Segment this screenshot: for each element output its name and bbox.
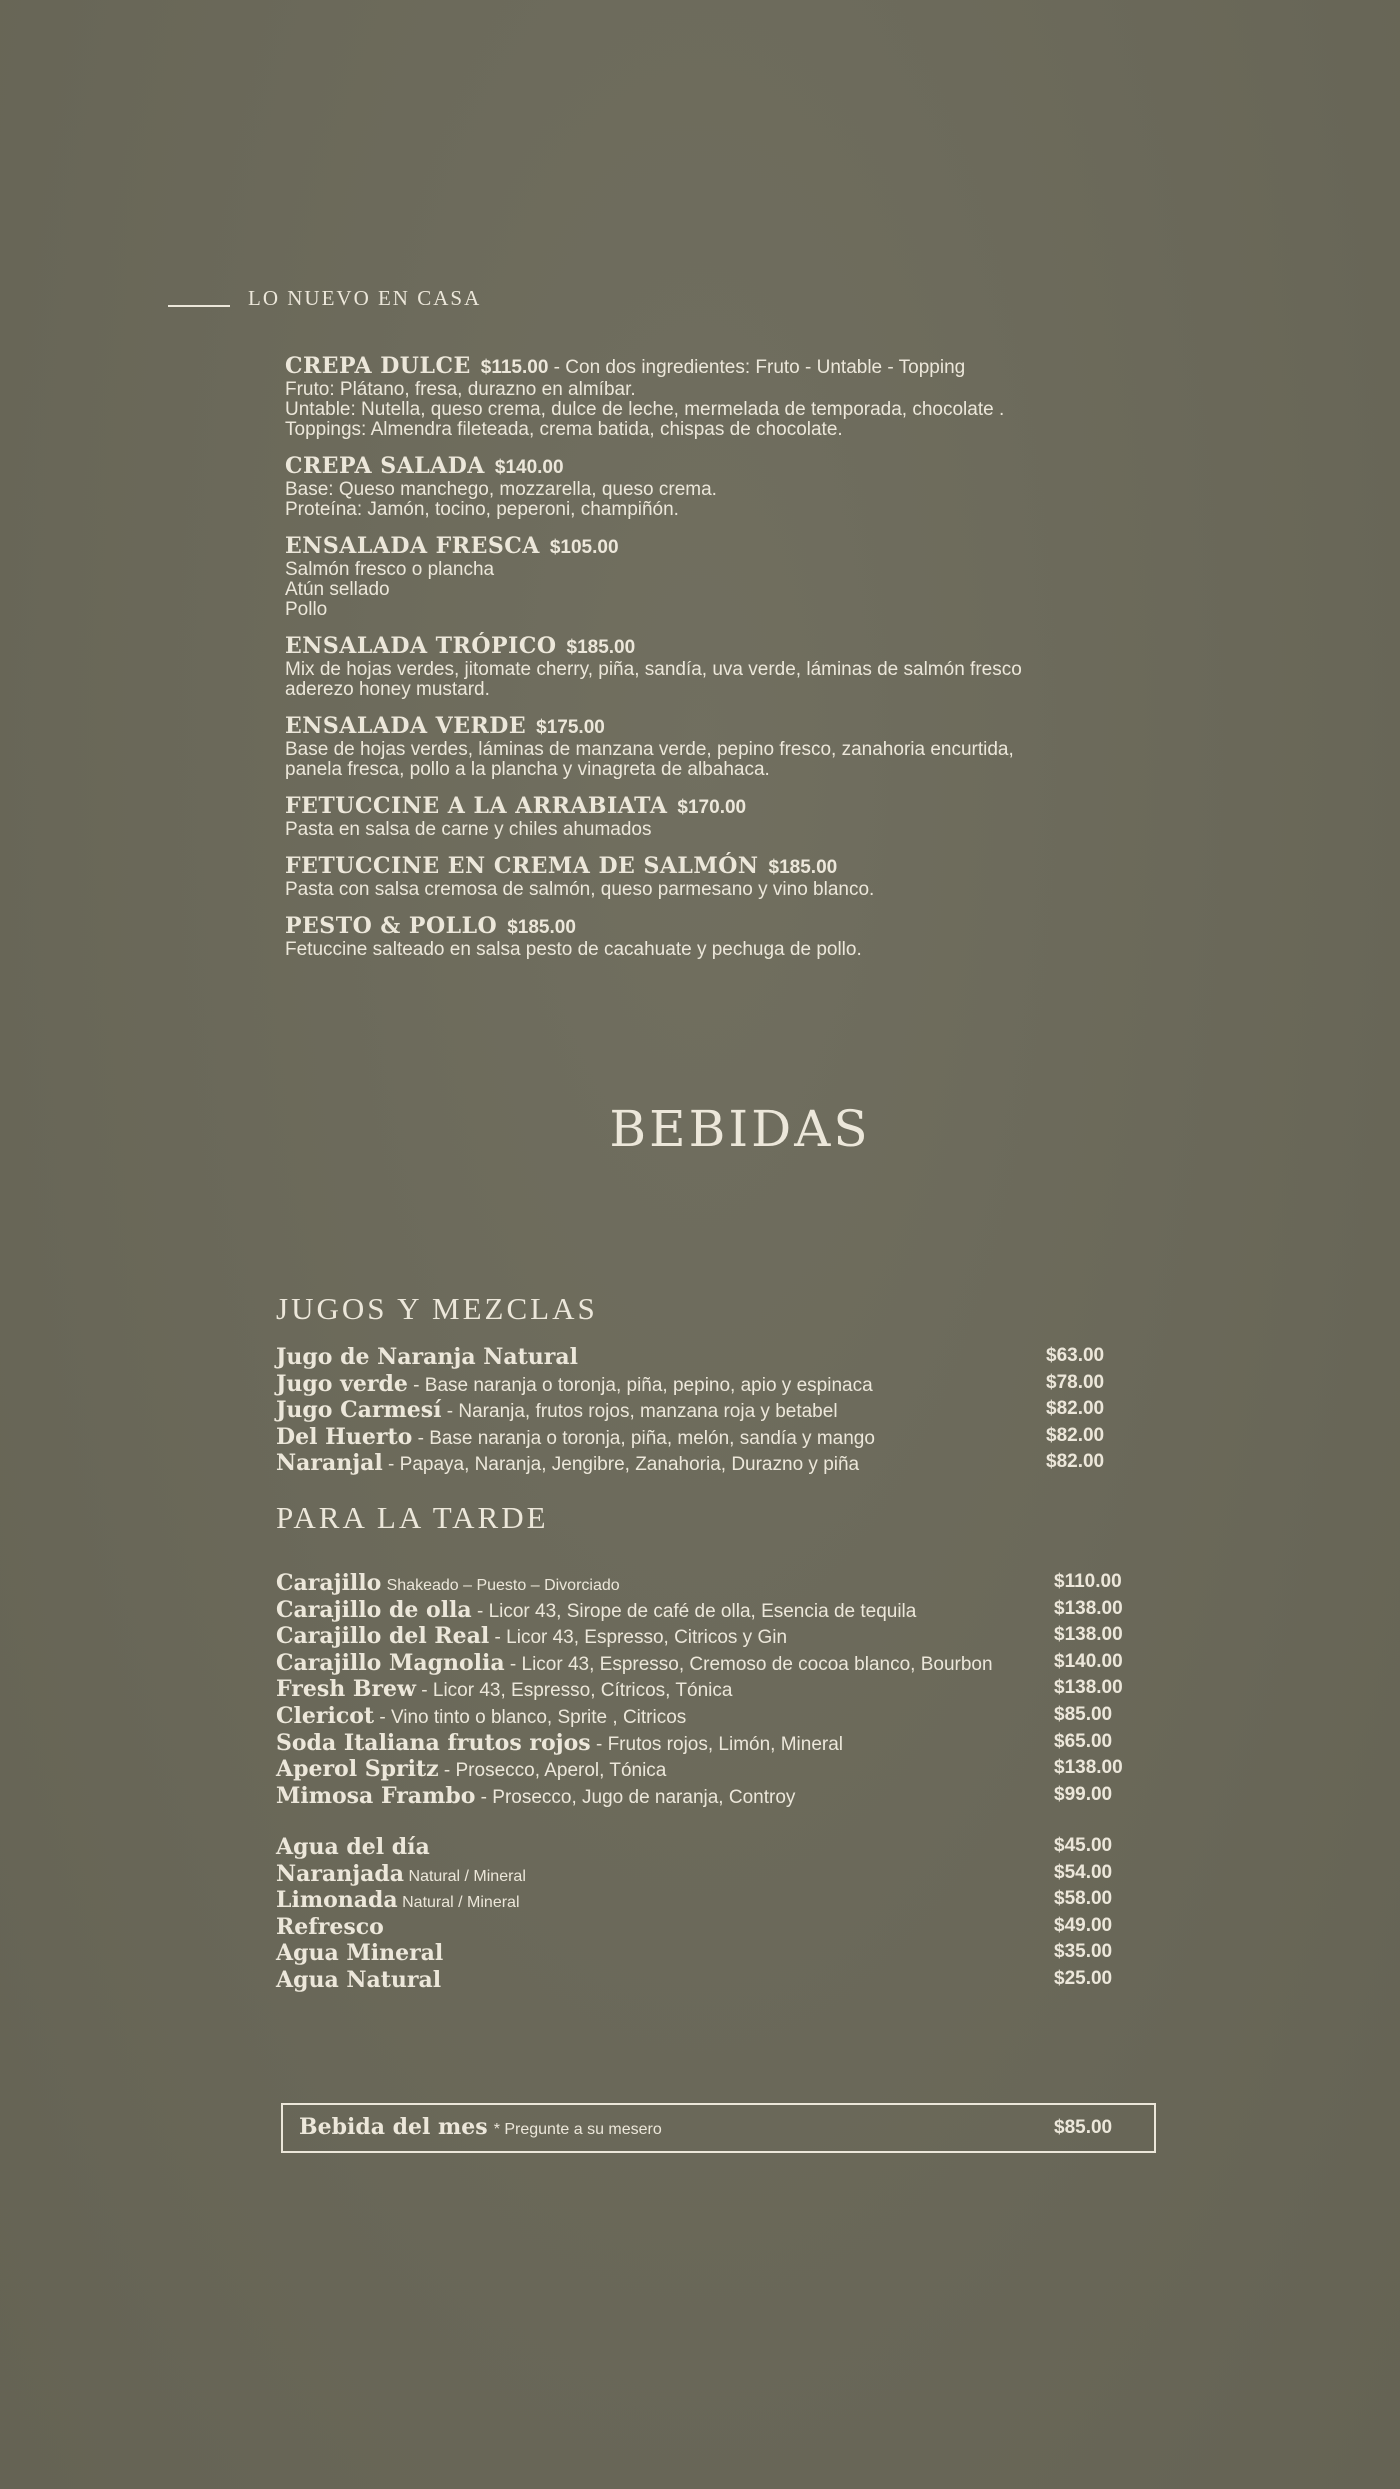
bebida-del-mes-box [281,2103,1156,2153]
food-item-header [285,634,1165,660]
jugo-item-name: Jugo Carmesí [276,1397,442,1424]
food-item [285,794,1165,840]
tarde-item-name: Carajillo del Real [276,1623,490,1650]
food-item-price: $185.00 [566,637,636,658]
agua-item-name: Naranjada [276,1860,405,1887]
tarde-item-price: $138.00 [1054,1677,1123,1699]
agua-item-price: $35.00 [1054,1941,1113,1963]
agua-item-name: Agua Mineral [276,1940,444,1967]
jugo-item-description: Naranja, frutos rojos, manzana roja y betabel [458,1401,838,1423]
tarde-item-description: Vino tinto o blanco, Sprite , Citricos [390,1706,687,1728]
jugo-item-name: Del Huerto [276,1423,413,1450]
jugo-item-price: $82.00 [1046,1424,1105,1446]
food-item-price: $170.00 [677,797,747,818]
tarde-item-name: Mimosa Frambo [276,1782,476,1809]
tarde-item-description: Prosecco, Jugo de naranja, Controy [492,1786,796,1808]
food-item-description: Pasta con salsa cremosa de salmón, queso parmesano y vino blanco. [285,879,875,900]
food-item-name: ENSALADA TRÓPICO [285,633,557,659]
jugo-item-name: Naranjal [276,1450,383,1477]
tarde-item-name: Clericot [276,1702,375,1729]
jugo-item-price: $78.00 [1046,1371,1105,1393]
agua-item-row [276,1913,1113,1941]
tarde-item-row [276,1702,1113,1730]
tarde-item-description: Licor 43, Espresso, Cítricos, Tónica [432,1680,733,1702]
tarde-item-separator: - [489,1627,507,1649]
agua-item-note: Natural / Mineral [397,1894,520,1912]
food-item-description: Base: Queso manchego, mozzarella, queso crema. [285,479,717,500]
food-item-separator: - [548,357,566,378]
tarde-item-row [276,1782,1113,1810]
agua-item-name: Agua del día [276,1834,430,1860]
jugo-item-description: Base naranja o toronja, piña, melón, sandía y mango [429,1427,875,1449]
food-item-description: Proteína: Jamón, tocino, peperoni, champiñón. [285,499,679,520]
food-item-price: $105.00 [549,537,619,558]
food-item-price: $140.00 [494,457,564,478]
jugo-item-description: Papaya, Naranja, Jengibre, Zanahoria, Durazno y piña [399,1454,860,1476]
tarde-item-separator: - [590,1733,608,1755]
jugo-item-separator: - [382,1454,400,1476]
tarde-item-separator: - [504,1653,522,1675]
food-item-description: Pollo [285,599,328,620]
tarde-item-name: Carajillo Magnolia [276,1649,505,1676]
tarde-item-name: Aperol Spritz [276,1756,439,1783]
food-item-description: Fruto: Plátano, fresa, durazno en almíbar. [285,379,636,400]
tarde-item-description: Licor 43, Espresso, Citricos y Gin [506,1627,788,1649]
food-item [285,854,1165,900]
agua-item-note: Natural / Mineral [404,1867,526,1885]
agua-item-row [276,1834,1113,1861]
tarde-item-price: $85.00 [1054,1703,1113,1725]
tarde-item-row [276,1596,1123,1624]
food-item-name: CREPA SALADA [285,453,485,479]
food-item [285,454,1165,520]
food-item [285,534,1165,620]
agua-item-name: Limonada [276,1887,398,1914]
tarde-item-row [276,1570,1122,1597]
tarde-item-price: $99.00 [1054,1783,1113,1805]
food-item-note: Con dos ingredientes: Fruto - Untable - Topping [565,357,966,378]
food-item-description: Salmón fresco o plancha [285,559,495,580]
jugos-heading: JUGOS Y MEZCLAS [276,1291,598,1326]
tarde-item-separator: - [374,1706,391,1728]
tarde-item-description: Frutos rojos, Limón, Mineral [607,1733,844,1755]
food-item-header [285,534,1165,560]
food-item-description: Fetuccine salteado en salsa pesto de cacahuate y pechuga de pollo. [285,939,862,960]
tarde-item-row [276,1649,1123,1677]
jugo-item-name: Jugo de Naranja Natural [276,1344,578,1370]
food-item-header [285,854,1165,880]
food-item-description: Pasta en salsa de carne y chiles ahumados [285,819,652,840]
food-item-price: $175.00 [536,717,605,738]
agua-item-row [276,1887,1113,1914]
jugo-item-row [276,1423,1105,1451]
bebida-del-mes-note: * Pregunte a su mesero [493,2121,662,2138]
section-title: LO NUEVO EN CASA [248,286,482,310]
agua-item-price: $45.00 [1054,1835,1113,1856]
agua-item-price: $25.00 [1054,1967,1113,1989]
food-item-name: PESTO & POLLO [285,913,498,939]
agua-item-row [276,1940,1113,1967]
bebida-del-mes-price: $85.00 [1054,2117,1113,2138]
tarde-item-row [276,1756,1123,1783]
jugo-item-row [276,1450,1105,1477]
food-item-name: FETUCCINE EN CREMA DE SALMÓN [285,853,759,879]
food-item-header [285,354,1165,380]
heading-rule [168,305,230,307]
jugo-item-price: $82.00 [1046,1451,1105,1473]
tarde-item-description: Prosecco, Aperol, Tónica [455,1760,667,1782]
tarde-heading: PARA LA TARDE [276,1500,549,1535]
food-item-header [285,914,1165,940]
tarde-item-note: Shakeado – Puesto – Divorciado [386,1577,620,1594]
tarde-item-price: $140.00 [1054,1650,1123,1672]
jugo-item-separator: - [441,1401,459,1423]
food-item-name: ENSALADA VERDE [285,713,527,739]
tarde-item-name: Soda Italiana frutos rojos [276,1729,591,1756]
food-item-price: $115.00 [480,357,549,378]
tarde-item-description: Licor 43, Sirope de café de olla, Esencia de tequila [488,1600,917,1622]
tarde-item-name: Fresh Brew [276,1676,416,1703]
bebida-del-mes-name: Bebida del mes * Pregunte a su mesero [299,2114,662,2140]
food-item-name: ENSALADA FRESCA [285,533,540,559]
tarde-item-price: $138.00 [1054,1597,1123,1619]
agua-item-name: Agua Natural [276,1966,442,1993]
food-item-name: FETUCCINE A LA ARRABIATA [285,793,668,819]
jugo-item-description: Base naranja o toronja, piña, pepino, apio y espinaca [424,1374,873,1396]
agua-item-name: Refresco [276,1913,384,1940]
jugos-list [276,1344,1105,1477]
agua-item-price: $49.00 [1054,1914,1113,1936]
bebidas-title: BEBIDAS [609,1100,871,1158]
food-item-description: Base de hojas verdes, láminas de manzana verde, pepino fresco, zanahoria encurtida, [285,739,1014,760]
tarde-item-separator: - [475,1786,493,1808]
food-item-header [285,714,1165,740]
jugo-item-price: $82.00 [1046,1398,1105,1420]
food-item-description: Atún sellado [285,579,390,600]
food-item [285,714,1165,780]
jugo-item-row [276,1370,1105,1398]
tarde-item-separator: - [438,1760,456,1782]
tarde-item-name: Carajillo de olla [276,1596,472,1623]
tarde-item-separator: - [471,1600,489,1622]
tarde-item-price: $65.00 [1054,1730,1113,1752]
jugo-item-separator: - [407,1374,425,1396]
tarde-item-description: Licor 43, Espresso, Cremoso de cocoa blanco, Bourbon [521,1653,993,1675]
food-item-name: CREPA DULCE [285,353,471,379]
agua-item-row [276,1966,1113,1994]
jugo-item-row [276,1344,1105,1371]
jugo-item-separator: - [412,1427,430,1449]
food-item-description: Toppings: Almendra fileteada, crema batida, chispas de chocolate. [285,419,843,440]
food-item-description: Untable: Nutella, queso crema, dulce de leche, mermelada de temporada, chocolate . [285,399,1005,420]
tarde-item-price: $138.00 [1054,1624,1123,1646]
tarde-item-separator: - [415,1680,433,1702]
agua-item-row [276,1860,1113,1888]
jugo-item-price: $63.00 [1046,1345,1105,1366]
tarde-item-row [276,1729,1113,1757]
food-item [285,354,1165,440]
tarde-item-row [276,1623,1123,1650]
agua-item-price: $58.00 [1054,1888,1113,1910]
food-item-header [285,454,1165,480]
food-item-header [285,794,1165,820]
jugo-item-name: Jugo verde [276,1370,408,1397]
aguas-list [276,1834,1113,1994]
tarde-list [276,1570,1123,1809]
food-item-description: Mix de hojas verdes, jitomate cherry, piña, sandía, uva verde, láminas de salmón fresco [285,659,1022,680]
tarde-item-name: Carajillo [276,1570,382,1596]
food-menu [285,354,1165,974]
tarde-item-row [276,1676,1123,1703]
food-item [285,914,1165,960]
tarde-item-price: $138.00 [1054,1757,1123,1779]
food-item-description: aderezo honey mustard. [285,679,490,700]
food-item-price: $185.00 [768,857,838,878]
jugo-item-row [276,1397,1105,1424]
section-heading [168,286,481,311]
food-item-description: panela fresca, pollo a la plancha y vinagreta de albahaca. [285,759,770,780]
food-item [285,634,1165,700]
agua-item-price: $54.00 [1054,1861,1113,1883]
tarde-item-price: $110.00 [1054,1571,1122,1592]
food-item-price: $185.00 [507,917,576,938]
